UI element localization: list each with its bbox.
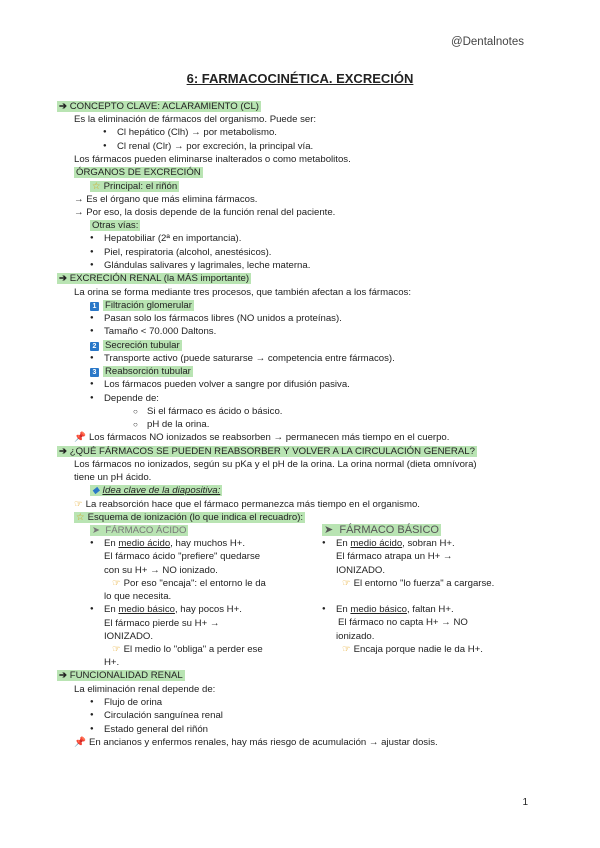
list-item: ● Pasan solo los fármacos libres (NO unidos a proteínas).	[57, 312, 527, 325]
list-item: ● Transporte activo (puede saturarse → competencia entre fármacos).	[57, 352, 527, 365]
section-heading: ➔ FUNCIONALIDAD RENAL	[59, 670, 183, 682]
subheading: 1 Filtración glomerular	[57, 299, 527, 312]
ionization-columns	[57, 524, 527, 670]
text-line: H+.	[104, 657, 120, 669]
list-item: ● Glándulas salivares y lagrimales, leche materna.	[57, 259, 527, 272]
list-item: ● Flujo de orina	[57, 696, 527, 709]
list-item: ● Cl hepático (Clh) → por metabolismo.	[57, 126, 527, 139]
list-item: ● En medio básico, hay pocos H+.	[57, 603, 322, 616]
pointing-hand-icon: ☞	[342, 577, 351, 589]
note-line: ☞ La reabsorción hace que el fármaco permanezca más tiempo en el organismo.	[74, 498, 420, 510]
text-line: ionizado.	[336, 630, 375, 642]
note-line: 📌 En ancianos y enfermos renales, hay más riesgo de acumulación → ajustar dosis.	[74, 736, 438, 748]
list-item: ● En medio ácido, sobran H+.	[322, 537, 527, 550]
text-line: → Es el órgano que más elimina fármacos.	[74, 193, 258, 205]
text-line: con su H+ → NO ionizado.	[104, 564, 218, 576]
text-line: La orina se forma mediante tres procesos, que también afectan a los fármacos:	[74, 286, 412, 298]
arrow-right-icon: ➔	[59, 273, 68, 285]
text-line: Los fármacos pueden eliminarse inalterados o como metabolitos.	[74, 154, 351, 166]
list-item: ● Estado general del riñón	[57, 723, 527, 736]
note-line: ☞ El medio lo "obliga" a perder ese	[112, 644, 263, 656]
list-item: ● En medio básico, faltan H+.	[322, 603, 527, 616]
pointing-hand-icon: ☞	[112, 577, 121, 589]
pointing-hand-icon: ☞	[74, 498, 83, 510]
subheading: Otras vías:	[92, 220, 139, 232]
text-line: Los fármacos no ionizados, según su pKa y el pH de la orina. La orina normal (dieta omnívora)	[74, 458, 477, 470]
subheading: ☆ Principal: el riñón	[92, 180, 178, 192]
column-heading: ➤ FÁRMACO ÁCIDO	[92, 524, 187, 536]
list-item: ○ Si el fármaco es ácido o básico.	[57, 405, 527, 418]
text-line: IONIZADO.	[104, 630, 154, 642]
text-line: El fármaco no capta H+ → NO	[338, 617, 468, 629]
list-item: ● Hepatobiliar (2ª en importancia).	[57, 232, 527, 245]
triangle-right-icon: ➤	[92, 524, 101, 536]
subheading: ☆ Esquema de ionización (lo que indica el recuadro):	[76, 511, 304, 523]
list-item: ● Tamaño < 70.000 Daltons.	[57, 325, 527, 338]
subheading: 3 Reabsorción tubular	[57, 365, 527, 378]
author-handle: @Dentalnotes	[450, 36, 524, 48]
pointing-hand-icon: ☞	[112, 644, 121, 656]
section-heading: ➔ ¿QUÉ FÁRMACOS SE PUEDEN REABSORBER Y VOLVER A LA CIRCULACIÓN GENERAL?	[59, 445, 475, 457]
arrow-right-icon: ➔	[59, 445, 68, 457]
number-1-icon: 1	[90, 302, 99, 311]
subheading: ◆ Idea clave de la diapositiva:	[92, 485, 221, 497]
list-item: ● Los fármacos pueden volver a sangre por difusión pasiva.	[57, 378, 527, 391]
text-line: El fármaco ácido "prefiere" quedarse	[104, 551, 261, 563]
triangle-right-icon: ➤	[324, 523, 334, 536]
number-2-icon: 2	[90, 342, 99, 351]
text-line: IONIZADO.	[336, 564, 386, 576]
list-item: ○ pH de la orina.	[57, 418, 527, 431]
text-line: La eliminación renal depende de:	[74, 683, 216, 695]
note-line: ☞ Por eso "encaja": el entorno le da	[112, 577, 266, 589]
text-line: Es la eliminación de fármacos del organismo. Puede ser:	[74, 114, 317, 126]
text-line: El fármaco atrapa un H+ →	[336, 551, 453, 563]
pushpin-icon: 📌	[74, 432, 86, 444]
arrow-right-icon: ➔	[59, 670, 68, 682]
subheading: 2 Secreción tubular	[57, 339, 527, 352]
subheading: ÓRGANOS DE EXCRECIÓN	[76, 167, 201, 179]
number-3-icon: 3	[90, 368, 99, 377]
pointing-hand-icon: ☞	[342, 643, 351, 655]
note-line: ☞ Encaja porque nadie le da H+.	[342, 643, 483, 655]
section-heading: ➔ EXCRECIÓN RENAL (la MÁS importante)	[59, 273, 250, 285]
base-column	[322, 524, 527, 670]
text-line: tiene un pH ácido.	[74, 472, 152, 484]
note-line: 📌 Los fármacos NO ionizados se reabsorben → permanecen más tiempo en el cuerpo.	[74, 432, 450, 444]
list-item: ● Cl renal (Clr) → por excreción, la principal vía.	[57, 140, 527, 153]
pushpin-icon: 📌	[74, 736, 86, 748]
list-item: ● Piel, respiratoria (alcohol, anestésicos).	[57, 246, 527, 259]
star-icon: ☆	[92, 180, 101, 192]
arrow-right-icon: ➔	[59, 101, 68, 112]
text-line: lo que necesita.	[104, 591, 172, 603]
diamond-icon: ◆	[92, 485, 100, 497]
list-item: ● Depende de:	[57, 392, 527, 405]
acid-column	[57, 524, 322, 670]
text-line: → Por eso, la dosis depende de la función renal del paciente.	[74, 206, 336, 218]
list-item: ● Circulación sanguínea renal	[57, 709, 527, 722]
document-body	[57, 100, 527, 749]
section-heading: ➔ CONCEPTO CLAVE: ACLARAMIENTO (CL)	[59, 101, 259, 112]
note-line: ☞ El entorno "lo fuerza" a cargarse.	[342, 577, 495, 589]
list-item: ● En medio ácido, hay muchos H+.	[57, 537, 322, 550]
text-line: El fármaco pierde su H+ →	[104, 617, 220, 629]
page-number: 1	[522, 797, 528, 808]
column-heading: ➤ FÁRMACO BÁSICO	[324, 523, 439, 536]
star-icon: ☆	[76, 511, 85, 523]
page-title: 6: FARMACOCINÉTICA. EXCRECIÓN	[186, 71, 414, 86]
